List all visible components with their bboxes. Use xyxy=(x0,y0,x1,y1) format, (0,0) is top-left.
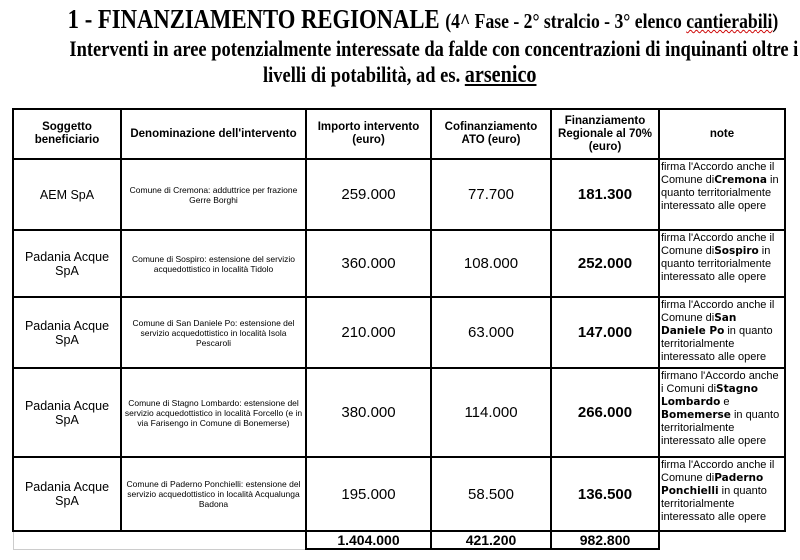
cofinanziamento-cell: 114.000 xyxy=(431,368,551,457)
empty-cell xyxy=(659,531,785,549)
note-cell: firma l'Accordo anche il Comune diPaderno Ponchielli in quanto territorialmente interessato alle opere xyxy=(659,457,785,531)
finanziamento-cell: 252.000 xyxy=(551,230,659,297)
importo-cell: 195.000 xyxy=(306,457,431,531)
note-cell: firma l'Accordo anche il Comune diSan Daniele Po in quanto territorialmente interessato alle opere xyxy=(659,297,785,368)
funding-table xyxy=(12,108,786,550)
table-row xyxy=(13,368,785,457)
note-cell: firma l'Accordo anche il Comune diSospiro in quanto territorialmente interessato alle opere xyxy=(659,230,785,297)
soggetto-cell: Padania Acque SpA xyxy=(13,368,121,457)
importo-cell: 210.000 xyxy=(306,297,431,368)
column-header: Cofinanziamento ATO (euro) xyxy=(431,109,551,159)
importo-cell: 360.000 xyxy=(306,230,431,297)
document-title xyxy=(0,4,800,35)
denominazione-cell: Comune di Sospiro: estensione del servizio acquedottistico in località Tidolo xyxy=(121,230,306,297)
cofinanziamento-cell: 77.700 xyxy=(431,159,551,230)
column-header: Importo intervento (euro) xyxy=(306,109,431,159)
table-row xyxy=(13,297,785,368)
finanziamento-cell: 266.000 xyxy=(551,368,659,457)
note-cell: firmano l'Accordo anche i Comuni diStagno Lombardo e Bomemerse in quanto territorialmente interessato alle opere xyxy=(659,368,785,457)
column-header: Soggetto beneficiario xyxy=(13,109,121,159)
table-row xyxy=(13,159,785,230)
note-cell: firma l'Accordo anche il Comune diCremona in quanto territorialmente interessato alle opere xyxy=(659,159,785,230)
totals-row xyxy=(13,531,785,549)
cofinanziamento-cell: 58.500 xyxy=(431,457,551,531)
cofinanziamento-cell: 63.000 xyxy=(431,297,551,368)
column-header: Denominazione dell'intervento xyxy=(121,109,306,159)
denominazione-cell: Comune di Stagno Lombardo: estensione del servizio acquedottistico in località Forcello (e in via Farisengo in Comune di Bonemerse) xyxy=(121,368,306,457)
finanziamento-cell: 136.500 xyxy=(551,457,659,531)
title-subtitle: (4^ Fase - 2° stralcio - 3° elenco cantierabili) xyxy=(445,9,779,33)
soggetto-cell: Padania Acque SpA xyxy=(13,297,121,368)
denominazione-cell: Comune di Paderno Ponchielli: estensione del servizio acquedottistico in località Acqualunga Badona xyxy=(121,457,306,531)
denominazione-cell: Comune di Cremona: adduttrice per frazione Gerre Borghi xyxy=(121,159,306,230)
total-importo: 1.404.000 xyxy=(306,531,431,549)
soggetto-cell: AEM SpA xyxy=(13,159,121,230)
column-header: note xyxy=(659,109,785,159)
cofinanziamento-cell: 108.000 xyxy=(431,230,551,297)
importo-cell: 259.000 xyxy=(306,159,431,230)
title-main: 1 - FINANZIAMENTO REGIONALE xyxy=(67,4,440,34)
table-row xyxy=(13,457,785,531)
total-cofinanziamento: 421.200 xyxy=(431,531,551,549)
total-finanziamento: 982.800 xyxy=(551,531,659,549)
finanziamento-cell: 147.000 xyxy=(551,297,659,368)
document-subtitle-line1: Interventi in aree potenzialmente interessate da falde con concentrazioni di inquinanti oltre i xyxy=(69,36,799,61)
column-header: Finanziamento Regionale al 70% (euro) xyxy=(551,109,659,159)
soggetto-cell: Padania Acque SpA xyxy=(13,230,121,297)
soggetto-cell: Padania Acque SpA xyxy=(13,457,121,531)
finanziamento-cell: 181.300 xyxy=(551,159,659,230)
table-row xyxy=(13,230,785,297)
denominazione-cell: Comune di San Daniele Po: estensione del servizio acquedottistico in località Isola Pescaroli xyxy=(121,297,306,368)
importo-cell: 380.000 xyxy=(306,368,431,457)
document-subtitle-line2: livelli di potabilità, ad es. arsenico xyxy=(263,62,537,88)
empty-cell xyxy=(13,531,306,549)
